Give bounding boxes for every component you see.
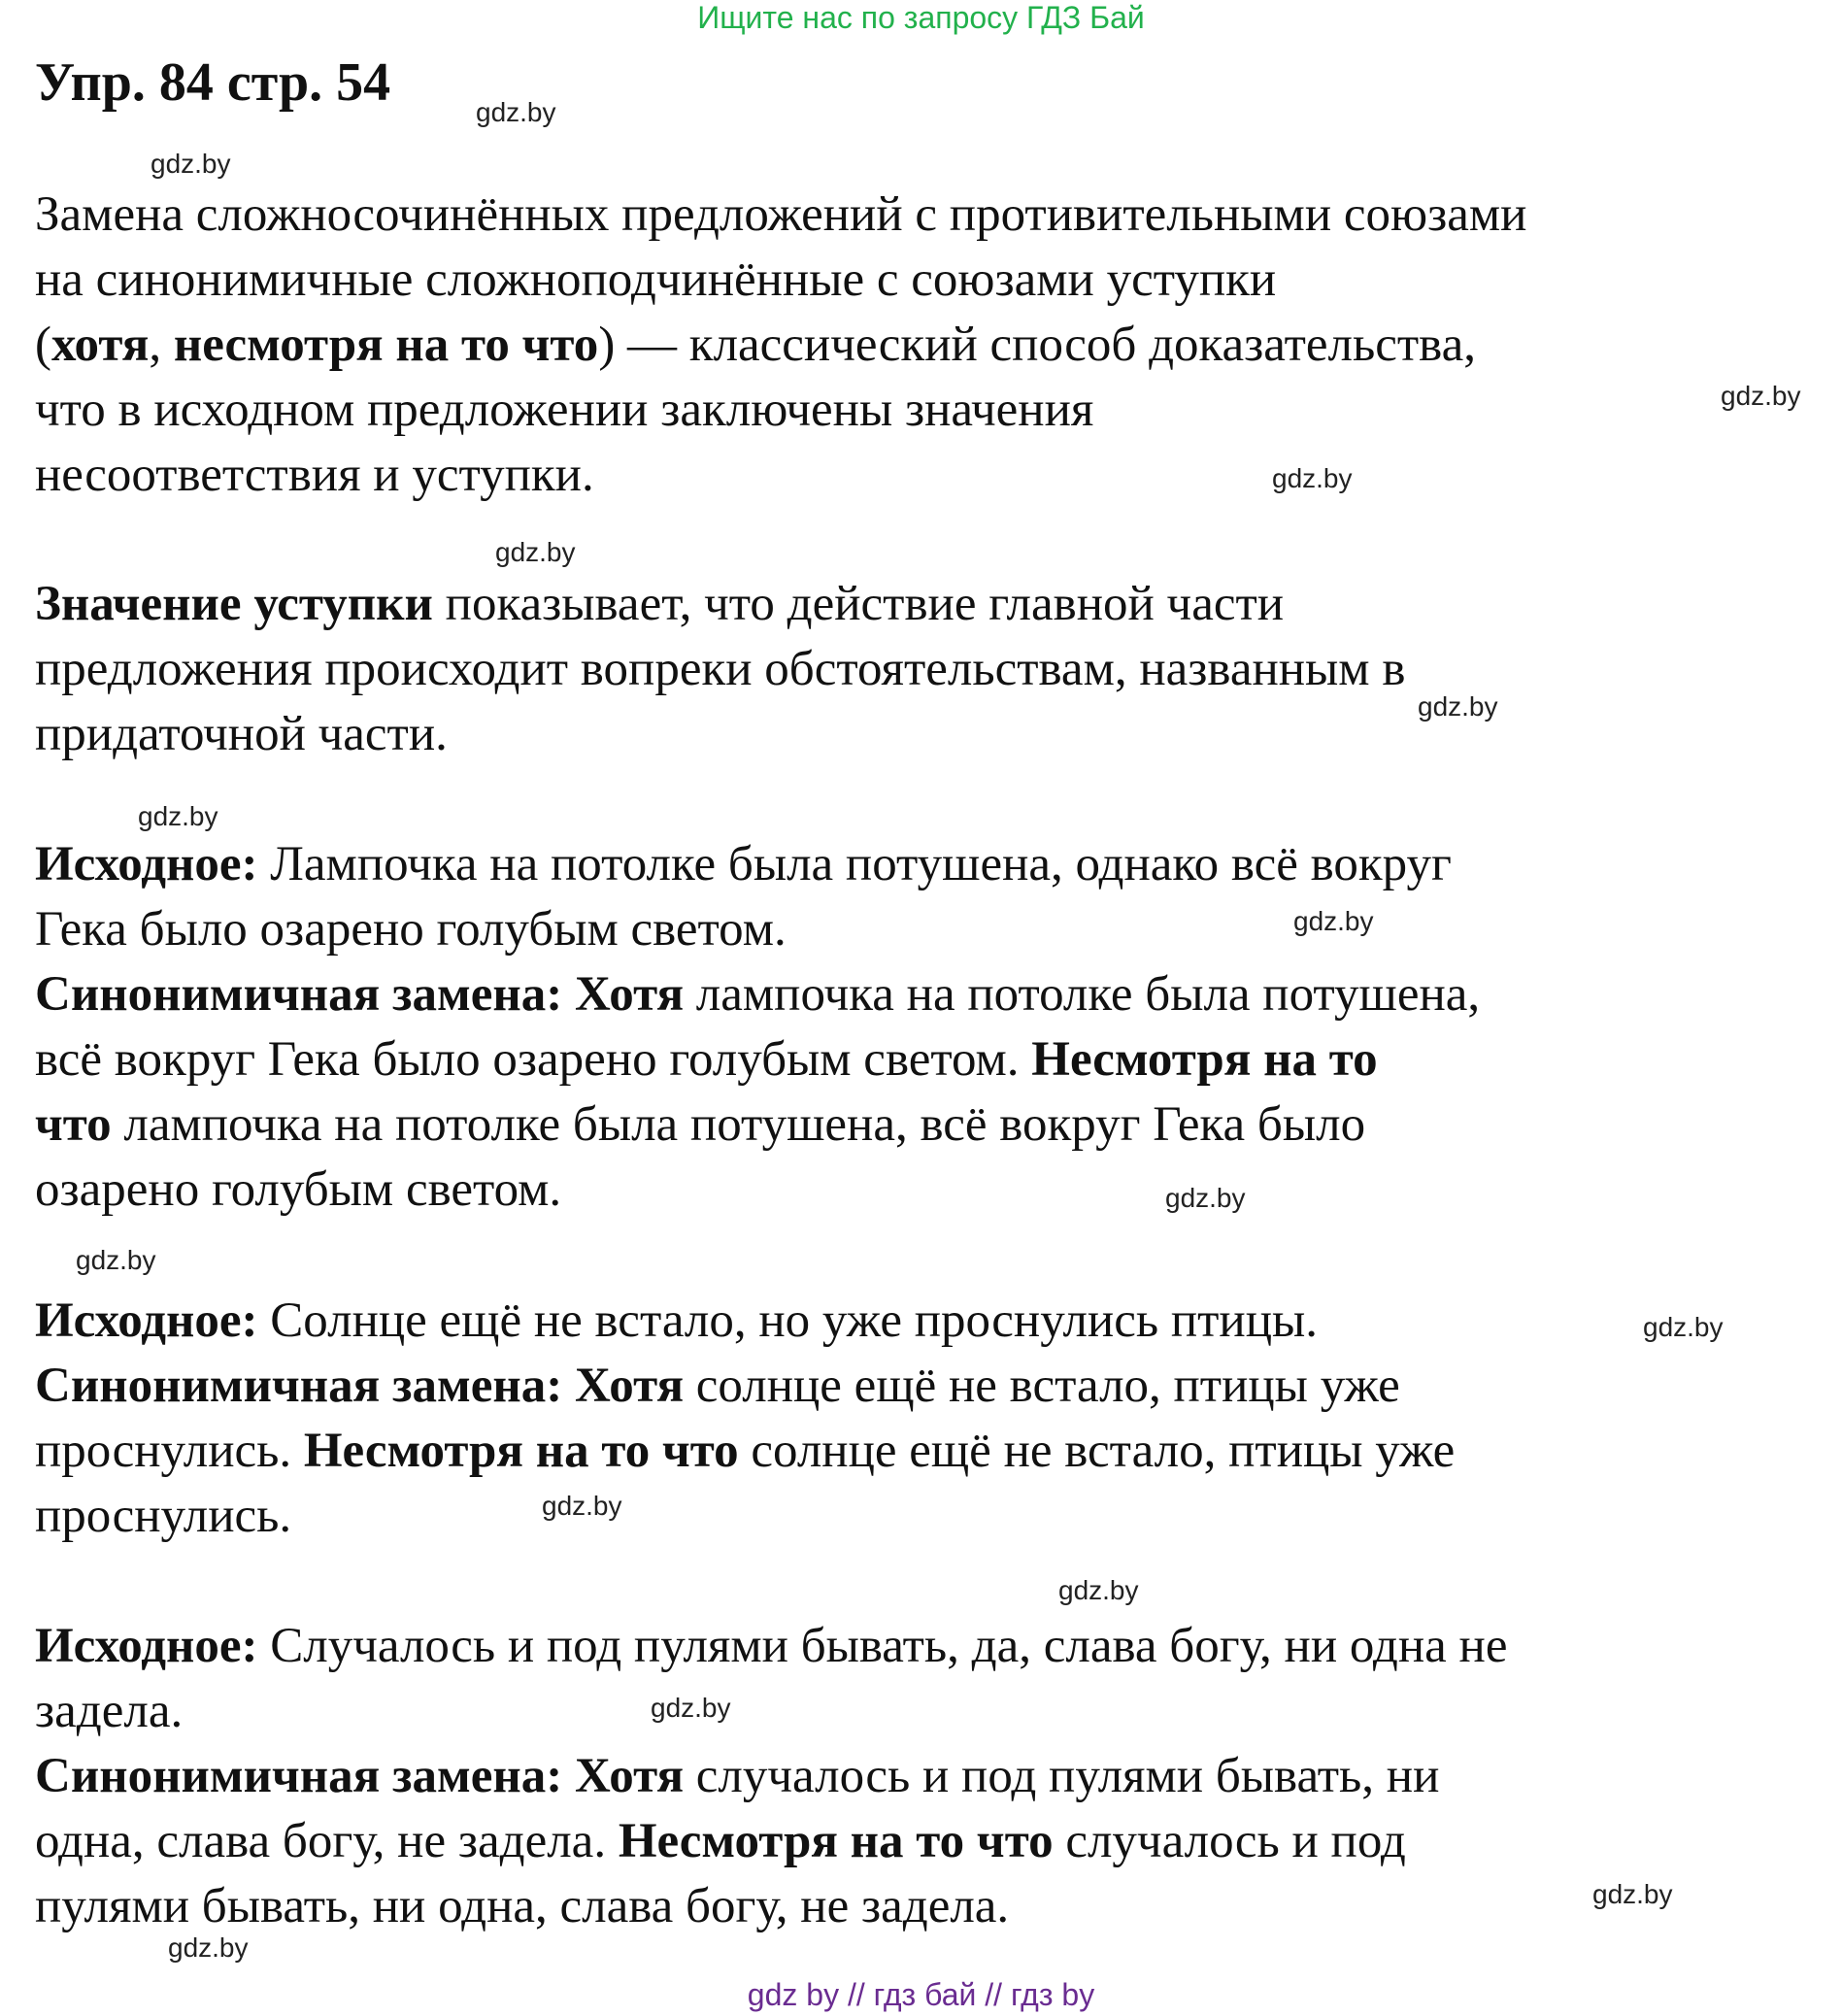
example-3 — [35, 1614, 1507, 1939]
example-text: пулями бывать, ни одна, слава богу, не задела. — [35, 1879, 1010, 1933]
example-text: случалось и под пулями бывать, ни — [684, 1749, 1440, 1803]
synonym-label: Синонимичная замена: — [35, 1749, 563, 1803]
intro-line: ( — [35, 318, 51, 372]
intro-line: на синонимичные сложноподчинённые с союзами уступки — [35, 252, 1277, 307]
meaning-line: предложения происходит вопреки обстоятельствам, названным в — [35, 642, 1406, 696]
watermark: gdz.by — [168, 1932, 249, 1963]
example-text: Случалось и под пулями бывать, да, слава богу, ни одна не — [257, 1619, 1508, 1673]
example-text: Лампочка на потолке была потушена, однако всё вокруг — [257, 837, 1452, 891]
meaning-paragraph — [35, 572, 1405, 767]
example-text: задела. — [35, 1684, 184, 1738]
intro-line: Замена сложносочинённых предложений с противительными союзами — [35, 187, 1527, 242]
example-text: Солнце ещё не встало, но уже проснулись птицы. — [257, 1294, 1319, 1348]
conjunction-term: Хотя — [562, 967, 685, 1022]
example-text: солнце ещё не встало, птицы уже — [738, 1424, 1456, 1478]
watermark: gdz.by — [1721, 381, 1801, 411]
example-text: озарено голубым светом. — [35, 1162, 562, 1217]
footer-links[interactable]: gdz by // гдз бай // гдз by — [747, 1977, 1095, 2012]
watermark: gdz.by — [1293, 906, 1374, 936]
synonym-label: Синонимичная замена: — [35, 1359, 563, 1413]
conjunction-term: Хотя — [562, 1749, 685, 1803]
example-text: случалось и под — [1053, 1814, 1406, 1868]
conjunction-term: Хотя — [562, 1359, 685, 1413]
meaning-term: Значение уступки — [35, 577, 433, 631]
example-text: всё вокруг Гека было озарено голубым светом. — [35, 1032, 1032, 1087]
example-text: Гека было озарено голубым светом. — [35, 902, 787, 957]
watermark: gdz.by — [495, 537, 576, 567]
watermark: gdz.by — [1643, 1312, 1724, 1342]
page-title: Упр. 84 стр. 54 — [35, 52, 391, 113]
original-label: Исходное: — [35, 1294, 258, 1348]
example-text: лампочка на потолке была потушена, всё вокруг Гека было — [111, 1097, 1366, 1152]
watermark: gdz.by — [1418, 691, 1498, 722]
watermark: gdz.by — [1165, 1183, 1246, 1213]
conjunction-term: Несмотря на то — [1031, 1032, 1378, 1087]
example-2 — [35, 1289, 1455, 1549]
example-1 — [35, 832, 1480, 1223]
watermark: gdz.by — [651, 1693, 731, 1723]
conjunction-term: хотя — [50, 318, 150, 372]
watermark: gdz.by — [1058, 1575, 1139, 1605]
synonym-label: Синонимичная замена: — [35, 967, 563, 1022]
example-text: одна, слава богу, не задела. — [35, 1814, 619, 1868]
intro-line: несоответствия и уступки. — [35, 448, 594, 502]
conjunction-term: несмотря на то что — [173, 318, 599, 372]
intro-line: ) — классический способ доказательства, — [598, 318, 1476, 372]
meaning-line: придаточной части. — [35, 707, 448, 761]
conjunction-term: что — [35, 1097, 112, 1152]
example-text: проснулись. — [35, 1489, 292, 1543]
meaning-line: показывает, что действие главной части — [432, 577, 1285, 631]
intro-paragraph — [35, 183, 1526, 508]
example-text: солнце ещё не встало, птицы уже — [684, 1359, 1400, 1413]
watermark: gdz.by — [151, 149, 231, 179]
watermark: gdz.by — [76, 1245, 156, 1275]
watermark: gdz.by — [1272, 463, 1353, 493]
watermark: gdz.by — [542, 1491, 622, 1521]
watermark: gdz.by — [138, 801, 218, 831]
watermark: gdz.by — [1592, 1879, 1673, 1909]
original-label: Исходное: — [35, 1619, 258, 1673]
conjunction-term: Несмотря на то что — [618, 1814, 1054, 1868]
watermark: gdz.by — [476, 97, 556, 127]
example-text: лампочка на потолке была потушена, — [684, 967, 1481, 1022]
top-banner[interactable]: Ищите нас по запросу ГДЗ Бай — [697, 0, 1145, 35]
original-label: Исходное: — [35, 837, 258, 891]
intro-line: что в исходном предложении заключены значения — [35, 383, 1094, 437]
intro-line: , — [149, 318, 174, 372]
example-text: проснулись. — [35, 1424, 304, 1478]
conjunction-term: Несмотря на то что — [303, 1424, 739, 1478]
